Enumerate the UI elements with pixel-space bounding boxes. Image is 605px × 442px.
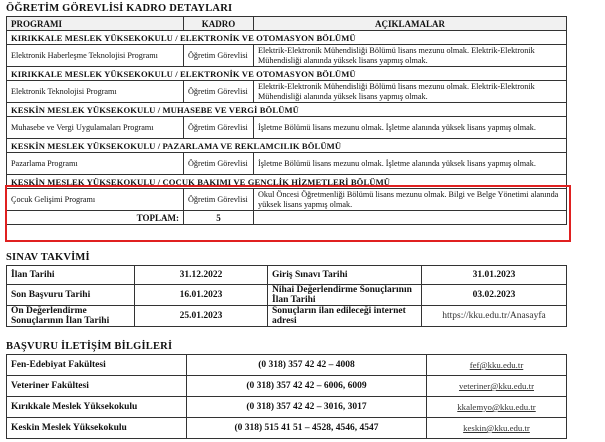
kadro-value: Öğretim Görevlisi	[184, 45, 254, 67]
unit-name: KESKİN MESLEK YÜKSEKOKULU / MUHASEBE VE VERGİ BÖLÜMÜ	[7, 103, 567, 117]
contact-table	[6, 354, 567, 439]
program-name: Muhasebe ve Vergi Uygulamaları Programı	[7, 117, 184, 139]
total-empty-cell	[254, 211, 567, 225]
staff-table-header	[7, 17, 567, 31]
contact-phone: (0 318) 357 42 42 – 4008	[187, 355, 427, 376]
staff-section-title: ÖĞRETİM GÖREVLİSİ KADRO DETAYLARI	[6, 3, 233, 14]
contact-unit: Kırıkkale Meslek Yüksekokulu	[7, 397, 187, 418]
calendar-value: 25.01.2023	[135, 306, 268, 327]
contact-phone: (0 318) 515 41 51 – 4528, 4546, 4547	[187, 418, 427, 439]
unit-name: KESKİN MESLEK YÜKSEKOKULU / ÇOCUK BAKIMI VE GENÇLİK HİZMETLERİ BÖLÜMÜ	[7, 175, 567, 189]
total-value: 5	[184, 211, 254, 225]
contact-row	[7, 397, 567, 418]
aciklama-text: Okul Öncesi Öğretmenliği Bölümü lisans mezunu olmak. Bilgi ve Belge Yönetimi alanında yüksek lisans yapmış olmak.	[254, 189, 567, 211]
unit-name: KESKİN MESLEK YÜKSEKOKULU / PAZARLAMA VE REKLAMCILIK BÖLÜMÜ	[7, 139, 567, 153]
calendar-row	[7, 285, 567, 306]
contact-phone: (0 318) 357 42 42 – 6006, 6009	[187, 376, 427, 397]
calendar-label: Ön Değerlendirme Sonuçlarının İlan Tarihi	[7, 306, 135, 327]
total-row	[7, 211, 567, 225]
unit-name: KIRIKKALE MESLEK YÜKSEKOKULU / ELEKTRONİK VE OTOMASYON BÖLÜMÜ	[7, 67, 567, 81]
calendar-label: Giriş Sınavı Tarihi	[268, 266, 422, 285]
calendar-value: 16.01.2023	[135, 285, 268, 306]
calendar-value: 31.12.2022	[135, 266, 268, 285]
header-kadro: KADRO	[184, 17, 254, 31]
aciklama-text: Elektrik-Elektronik Mühendisliği Bölümü lisans mezunu olmak. Elektrik-Elektronik Mühendisliği alanında yüksek lisans yapmış olmak.	[254, 45, 567, 67]
staff-table	[6, 16, 567, 225]
calendar-row	[7, 266, 567, 285]
unit-row	[7, 103, 567, 117]
kadro-value: Öğretim Görevlisi	[184, 81, 254, 103]
contact-row	[7, 355, 567, 376]
total-label: TOPLAM:	[7, 211, 184, 225]
calendar-label: İlan Tarihi	[7, 266, 135, 285]
program-name: Elektronik Teknolojisi Programı	[7, 81, 184, 103]
calendar-section-title: SINAV TAKVİMİ	[6, 252, 90, 263]
kadro-value: Öğretim Görevlisi	[184, 189, 254, 211]
kadro-value: Öğretim Görevlisi	[184, 153, 254, 175]
contact-phone: (0 318) 357 42 42 – 3016, 3017	[187, 397, 427, 418]
program-row	[7, 117, 567, 139]
program-row	[7, 189, 567, 211]
contact-unit: Veteriner Fakültesi	[7, 376, 187, 397]
calendar-label: Nihai Değerlendirme Sonuçlarının İlan Tarihi	[268, 285, 422, 306]
contact-email-link[interactable]: fef@kku.edu.tr	[427, 355, 567, 376]
calendar-label: Son Başvuru Tarihi	[7, 285, 135, 306]
unit-name: KIRIKKALE MESLEK YÜKSEKOKULU / ELEKTRONİK VE OTOMASYON BÖLÜMÜ	[7, 31, 567, 45]
program-name: Çocuk Gelişimi Programı	[7, 189, 184, 211]
unit-row	[7, 139, 567, 153]
contact-section-title: BAŞVURU İLETİŞİM BİLGİLERİ	[6, 341, 173, 352]
contact-email-link[interactable]: kkalemyo@kku.edu.tr	[427, 397, 567, 418]
aciklama-text: İşletme Bölümü lisans mezunu olmak. İşletme alanında yüksek lisans yapmış olmak.	[254, 153, 567, 175]
contact-row	[7, 418, 567, 439]
header-program: PROGRAMI	[7, 17, 184, 31]
program-name: Elektronik Haberleşme Teknolojisi Programı	[7, 45, 184, 67]
calendar-label: Sonuçların ilan edileceği internet adresi	[268, 306, 422, 327]
contact-row	[7, 376, 567, 397]
program-row	[7, 45, 567, 67]
contact-unit: Keskin Meslek Yüksekokulu	[7, 418, 187, 439]
program-row	[7, 153, 567, 175]
calendar-table	[6, 265, 567, 327]
calendar-value: 31.01.2023	[422, 266, 567, 285]
contact-email-link[interactable]: keskin@kku.edu.tr	[427, 418, 567, 439]
calendar-value: 03.02.2023	[422, 285, 567, 306]
unit-row	[7, 67, 567, 81]
aciklama-text: İşletme Bölümü lisans mezunu olmak. İşletme alanında yüksek lisans yapmış olmak.	[254, 117, 567, 139]
calendar-row	[7, 306, 567, 327]
program-row	[7, 81, 567, 103]
contact-email-link[interactable]: veteriner@kku.edu.tr	[427, 376, 567, 397]
program-name: Pazarlama Programı	[7, 153, 184, 175]
unit-row	[7, 31, 567, 45]
kadro-value: Öğretim Görevlisi	[184, 117, 254, 139]
header-aciklama: AÇIKLAMALAR	[254, 17, 567, 31]
contact-unit: Fen-Edebiyat Fakültesi	[7, 355, 187, 376]
results-url-link[interactable]: https://kku.edu.tr/Anasayfa	[422, 306, 567, 327]
aciklama-text: Elektrik-Elektronik Mühendisliği Bölümü lisans mezunu olmak. Elektrik-Elektronik Mühendisliği alanında yüksek lisans yapmış olmak.	[254, 81, 567, 103]
unit-row	[7, 175, 567, 189]
